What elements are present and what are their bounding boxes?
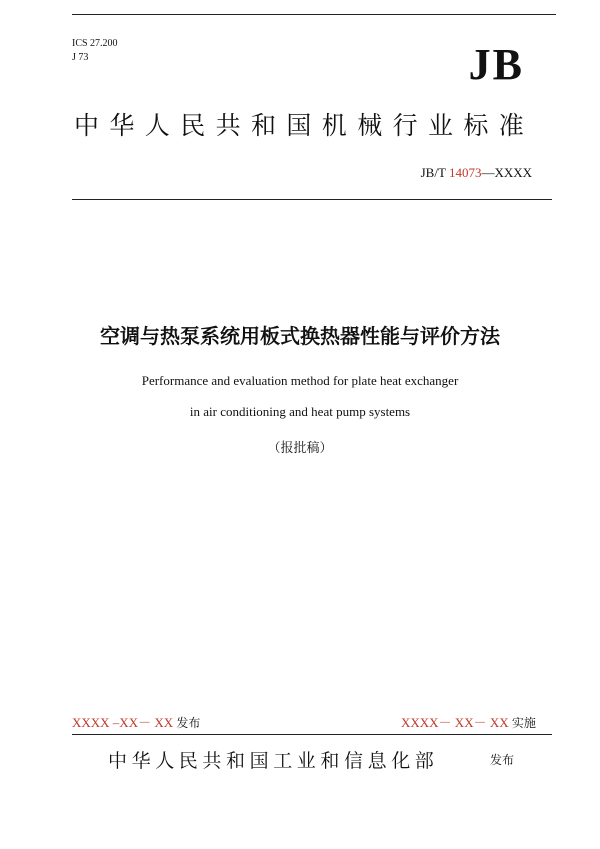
header-rule bbox=[72, 199, 552, 200]
top-rule bbox=[72, 14, 556, 15]
implement-date: XXXX－ XX－ XX bbox=[401, 715, 509, 730]
jb-logo: JB bbox=[468, 40, 524, 89]
draft-status: （报批稿） bbox=[267, 441, 333, 456]
code-number: 14073 bbox=[448, 165, 482, 180]
implement-date-block bbox=[401, 712, 536, 731]
standard-code bbox=[421, 165, 532, 181]
standard-type-title: 中华人民共和国机械行业标准 bbox=[74, 111, 535, 140]
code-suffix: —XXXX bbox=[481, 165, 532, 180]
class-code: J 73 bbox=[72, 52, 89, 63]
implement-label: 实施 bbox=[511, 716, 536, 730]
english-title-line2: in air conditioning and heat pump systems bbox=[189, 404, 411, 419]
publish-label: 发布 bbox=[490, 753, 515, 767]
code-prefix: JB/T bbox=[420, 165, 449, 180]
ics-code: ICS 27.200 bbox=[72, 38, 118, 49]
chinese-title: 空调与热泵系统用板式换热器性能与评价方法 bbox=[100, 324, 500, 348]
issuing-ministry: 中华人民共和国工业和信息化部 bbox=[108, 750, 439, 772]
issue-date: XXXX –XX－ XX bbox=[72, 715, 174, 730]
classification-block bbox=[72, 37, 118, 65]
footer-rule bbox=[72, 734, 552, 735]
issue-date-block bbox=[72, 712, 200, 731]
english-title-line1: Performance and evaluation method for plate heat exchanger bbox=[141, 373, 459, 388]
issue-label: 发布 bbox=[176, 716, 201, 730]
